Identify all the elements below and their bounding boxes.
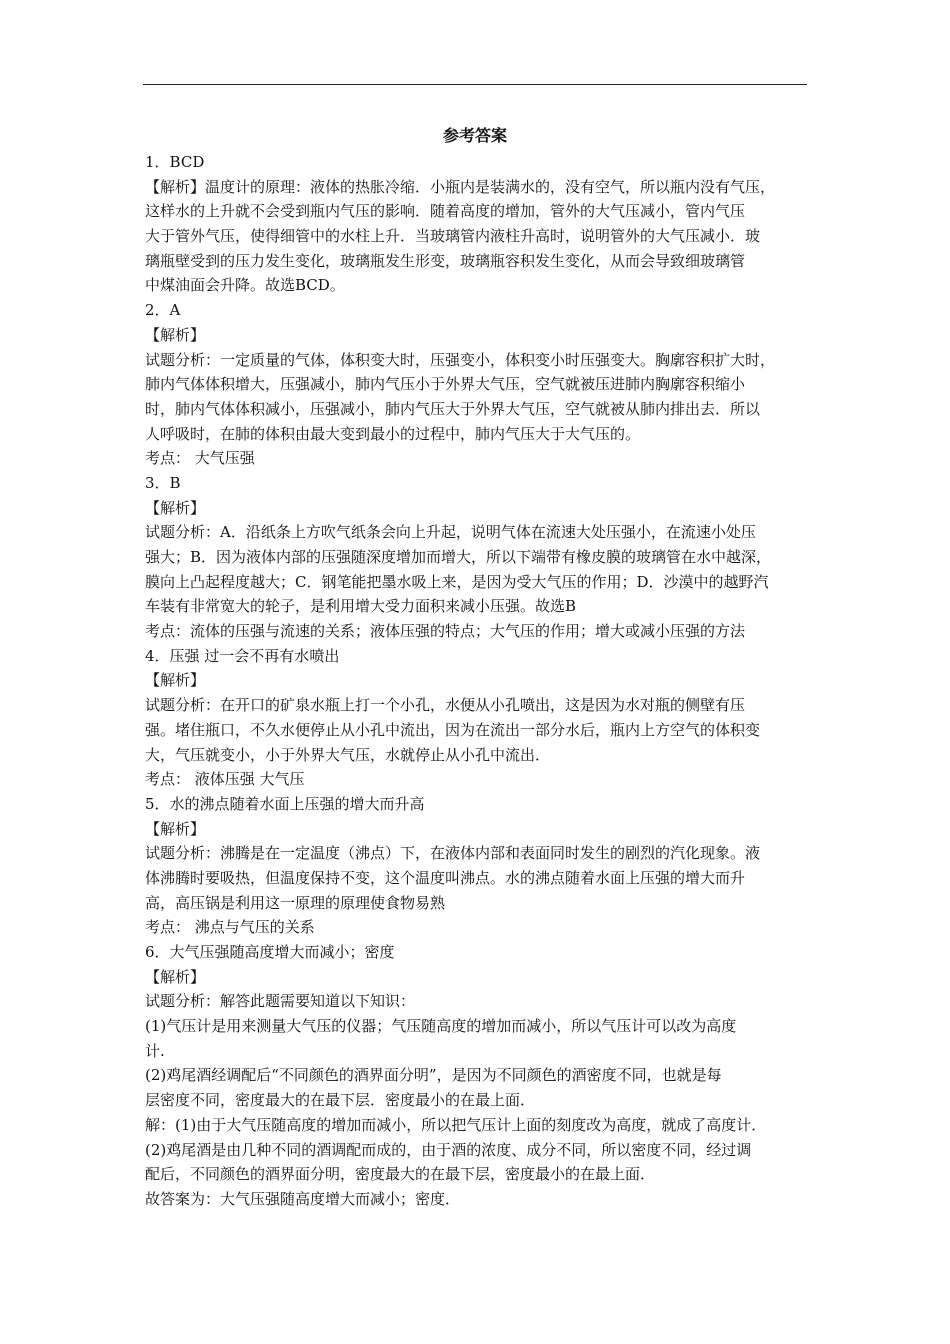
text-line: 计. bbox=[145, 1041, 165, 1060]
text-line: 6．大气压强随高度增大而减小；密度 bbox=[145, 943, 395, 961]
text-line: 考点： 大气压强 bbox=[145, 449, 255, 468]
answer-content bbox=[145, 150, 811, 1212]
text-line: 大，气压就变小，小于外界大气压，水就停止从小孔中流出． bbox=[145, 745, 551, 764]
text-line: 1．BCD bbox=[145, 153, 205, 171]
text-line: 试题分析：沸腾是在一定温度（沸点）下，在液体内部和表面同时发生的剧烈的汽化现象。液 bbox=[145, 844, 761, 863]
text-line: 试题分析：一定质量的气体，体积变大时，压强变小，体积变小时压强变大。胸廓容积扩大时， bbox=[145, 350, 776, 369]
text-line: 试题分析：A．沿纸条上方吹气纸条会向上升起，说明气体在流速大处压强小，在流速小处压 bbox=[145, 523, 756, 542]
text-line: 4．压强 过一会不再有水喷出 bbox=[145, 646, 340, 665]
text-line: 膜向上凸起程度越大；C．钢笔能把墨水吸上来，是因为受大气压的作用；D．沙漠中的越野汽 bbox=[145, 572, 769, 591]
text-line: 体沸腾时要吸热，但温度保持不变，这个温度叫沸点。水的沸点随着水面上压强的增大而升 bbox=[145, 868, 746, 887]
text-line: 肺内气体体积增大，压强减小，肺内气压小于外界大气压，空气就被压进肺内胸廓容积缩小 bbox=[145, 375, 746, 394]
text-line: 试题分析：在开口的矿泉水瓶上打一个小孔，水便从小孔喷出，这是因为水对瓶的侧壁有压 bbox=[145, 696, 746, 715]
text-line: 强大；B．因为液体内部的压强随深度增加而增大，所以下端带有橡皮膜的玻璃管在水中越深， bbox=[145, 548, 772, 566]
text-line: 层密度不同，密度最大的在最下层．密度最小的在最上面． bbox=[145, 1091, 536, 1110]
text-line: 时，肺内气体体积减小，压强减小，肺内气压大于外界大气压，空气就被从肺内排出去．所以 bbox=[145, 399, 761, 418]
text-line: 【解析】 bbox=[145, 325, 206, 344]
text-line: 中煤油面会升降。故选BCD。 bbox=[145, 276, 345, 295]
text-line: 配后，不同颜色的酒界面分明，密度最大的在最下层，密度最小的在最上面． bbox=[145, 1165, 656, 1184]
text-line: 强。堵住瓶口，不久水便停止从小孔中流出，因为在流出一部分水后，瓶内上方空气的体积变 bbox=[145, 720, 761, 739]
header-rule bbox=[143, 84, 807, 85]
text-line: 【解析】温度计的原理：液体的热胀冷缩．小瓶内是装满水的，没有空气，所以瓶内没有气压， bbox=[145, 177, 776, 196]
text-line: 这样水的上升就不会受到瓶内气压的影响．随着高度的增加，管外的大气压减小，管内气压 bbox=[145, 202, 746, 221]
page-title: 参考答案 bbox=[442, 126, 507, 145]
text-line: 考点：流体的压强与流速的关系；液体压强的特点；大气压的作用；增大或减小压强的方法 bbox=[145, 622, 746, 641]
text-line: (2)鸡尾酒是由几种不同的酒调配而成的，由于酒的浓度、成分不同，所以密度不同，经过调 bbox=[145, 1140, 752, 1159]
text-line: 5．水的沸点随着水面上压强的增大而升高 bbox=[145, 794, 425, 813]
text-line: 故答案为：大气压强随高度增大而减小；密度． bbox=[145, 1189, 461, 1208]
text-line: 考点： 液体压强 大气压 bbox=[145, 770, 305, 789]
text-line: 大于管外气压，使得细管中的水柱上升．当玻璃管内液柱升高时，说明管外的大气压减小．玻 bbox=[145, 227, 761, 246]
text-line: (1)气压计是用来测量大气压的仪器；气压随高度的增加而减小，所以气压计可以改为高度 bbox=[145, 1017, 737, 1036]
text-line: (2)鸡尾酒经调配后“不同颜色的酒界面分明”，是因为不同颜色的酒密度不同，也就是每 bbox=[145, 1066, 722, 1085]
text-line: 考点： 沸点与气压的关系 bbox=[145, 918, 315, 937]
text-line: 人呼吸时，在肺的体积由最大变到最小的过程中，肺内气压大于大气压的。 bbox=[145, 424, 641, 443]
text-line: 3．B bbox=[145, 473, 181, 492]
text-line: 2．A bbox=[145, 301, 181, 320]
text-line: 解：(1)由于大气压随高度的增加而减小，所以把气压计上面的刻度改为高度，就成了高度计． bbox=[145, 1115, 767, 1134]
text-line: 高，高压锅是利用这一原理的原理使食物易熟 bbox=[145, 893, 446, 912]
text-line: 车装有非常宽大的轮子，是利用增大受力面积来减小压强。故选B bbox=[145, 597, 577, 616]
text-line: 【解析】 bbox=[145, 671, 206, 690]
text-line: 【解析】 bbox=[145, 498, 206, 517]
text-line: 【解析】 bbox=[145, 819, 206, 838]
text-line: 璃瓶壁受到的压力发生变化，玻璃瓶发生形变，玻璃瓶容积发生变化，从而会导致细玻璃管 bbox=[145, 251, 746, 270]
text-line: 【解析】 bbox=[145, 967, 206, 986]
text-line: 试题分析：解答此题需要知道以下知识： bbox=[145, 992, 416, 1011]
